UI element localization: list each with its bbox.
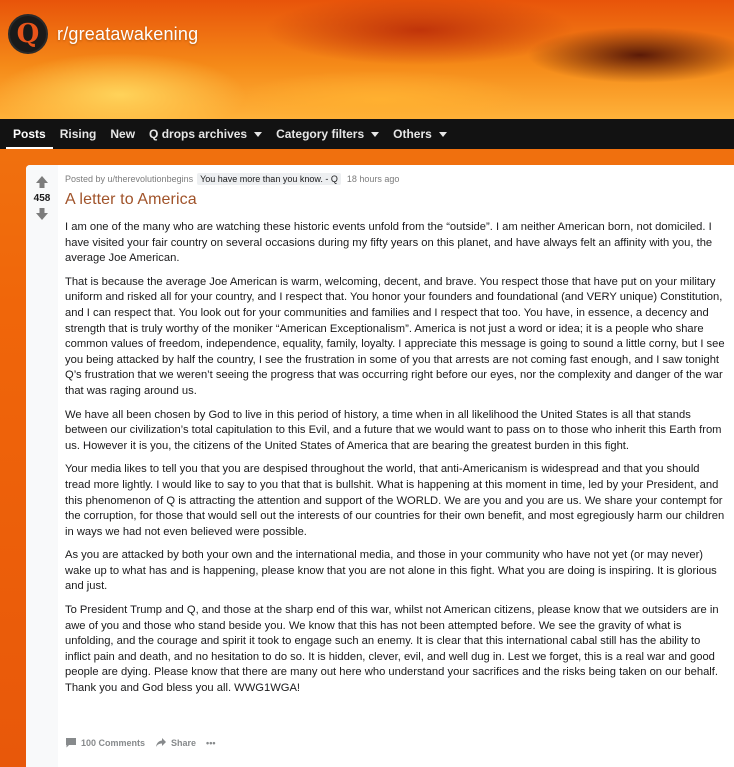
nav-tab-label: Q drops archives: [149, 127, 248, 141]
more-options-button[interactable]: [206, 738, 215, 748]
nav-tab-label: Rising: [59, 127, 97, 141]
logo-letter: Q: [16, 19, 40, 49]
nav-tab-label: Others: [393, 127, 432, 141]
post-paragraph: To President Trump and Q, and those at the sharp end of this war, whilst not American citizens, please know that we outsiders are in awe of you and those who stand beside you. We know that this has not been attempted before. We see the gravity of what is unfolding, and the courage and spirit it took to engage such an enemy. It is clear that this international cabal still has the ability to inflict pain and death, and no hesitation to do so. It is hidden, clever, evil, and well dug in. Lest we forget, this is a real war and good people are dying. Please know that there are many out here who understand your sacrifices and the risks being taken on our behalf. Thank you and God bless you all. WWG1WGA!: [65, 604, 719, 695]
nav-dropdown-q-drops-archives[interactable]: [142, 119, 269, 149]
chevron-down-icon: [254, 132, 262, 137]
chevron-down-icon: [371, 132, 379, 137]
post-timestamp[interactable]: 18 hours ago: [346, 173, 400, 184]
subreddit-name[interactable]: r/greatawakening: [57, 24, 199, 44]
share-arrow-icon: [155, 737, 167, 748]
post-actions: [65, 737, 226, 748]
nav-dropdown-category-filters[interactable]: [269, 119, 386, 149]
posted-by-link[interactable]: Posted by u/therevolutionbegins: [65, 173, 194, 184]
post-paragraph: I am one of the many who are watching these historic events unfold from the “outside”. I am neither American born, not domiciled. I have visited your fair country on several occasions during my fifty years on this planet, and have always felt an affinity with you, the average Joe American.: [65, 221, 713, 265]
vote-count: 458: [33, 193, 51, 204]
nav-tab-new[interactable]: [103, 119, 142, 149]
nav-dropdown-others[interactable]: [386, 119, 454, 149]
comments-label: 100 Comments: [81, 737, 146, 748]
user-flair: You have more than you know. - Q: [197, 173, 341, 185]
post-card: [26, 165, 734, 767]
post-paragraph: We have all been chosen by God to live in this period of history, a time when in all likelihood the United States is all that stands between our civilization’s total capitulation to this Evil, and a future that we would want to pass on to those who inherit this Earth from us. However it is you, the citizens of the United States of America that are bearing the greatest burden in this fight.: [65, 408, 722, 452]
nav-tab-label: New: [110, 127, 136, 141]
post-paragraph: As you are attacked by both your own and the international media, and those in your community who have not yet (or may never) wake up to what has and is happening, please know that you are not alone in this fight. What you are doing is inspiring. It is glorious and just.: [65, 549, 717, 593]
nav-tab-label: Posts: [13, 127, 46, 141]
upvote-arrow-icon[interactable]: [35, 175, 49, 189]
subreddit-logo[interactable]: [8, 14, 48, 54]
nav-tab-posts[interactable]: [6, 119, 53, 149]
subreddit-nav: [0, 119, 734, 149]
comments-button[interactable]: [65, 737, 145, 748]
chevron-down-icon: [439, 132, 447, 137]
comment-bubble-icon: [65, 737, 77, 748]
post-title[interactable]: A letter to America: [65, 191, 197, 208]
more-dots-icon: •••: [206, 737, 216, 748]
nav-tab-label: Category filters: [276, 127, 365, 141]
downvote-arrow-icon[interactable]: [35, 207, 49, 221]
share-label: Share: [171, 737, 197, 748]
post-meta: [65, 172, 727, 185]
subreddit-banner: [0, 0, 734, 119]
post-paragraph: Your media likes to tell you that you are despised throughout the world, that anti-Americanism is widespread and that you should tread more lightly. I would like to say to you that that is bullshit. What is happening at this moment in time, led by your President, and this phenomenon of Q is attracting the attention and support of the WORLD. We are you and you are us. We share your contempt for the corruption, for those that would sell out the interests of our countries for their own benefit, and most egregiously harm our children in ways we had not even believed were possible.: [65, 463, 725, 538]
vote-column: [26, 165, 58, 767]
post-content: [65, 172, 727, 705]
post-paragraph: That is because the average Joe American is warm, welcoming, decent, and brave. You respect those that have put on your military uniform and risked all for your country, and I respect that. You honor your founders and foundational (and VERY unique) Constitution, and I can respect that. You look out for your communities and families and I respect that too. You have, in essence, a decency and strength that is truly worthy of the moniker “American Exceptionalism”. America is not just a word or idea; it is a people who share common values of freedom, independence, equality, family, loyalty. I appreciate this message is going to sound a little corny, but I see you being attacked by half the country, I see the frustration in some of you that arrests are not coming fast enough, and I saw tonight Q’s frustration that we weren’t seeing the progress that was occurring right before our eyes, nor the complexity and danger of the war that was raging around us.: [65, 275, 725, 397]
share-button[interactable]: [155, 737, 196, 748]
post-body: [65, 220, 727, 697]
nav-tab-rising[interactable]: [53, 119, 104, 149]
